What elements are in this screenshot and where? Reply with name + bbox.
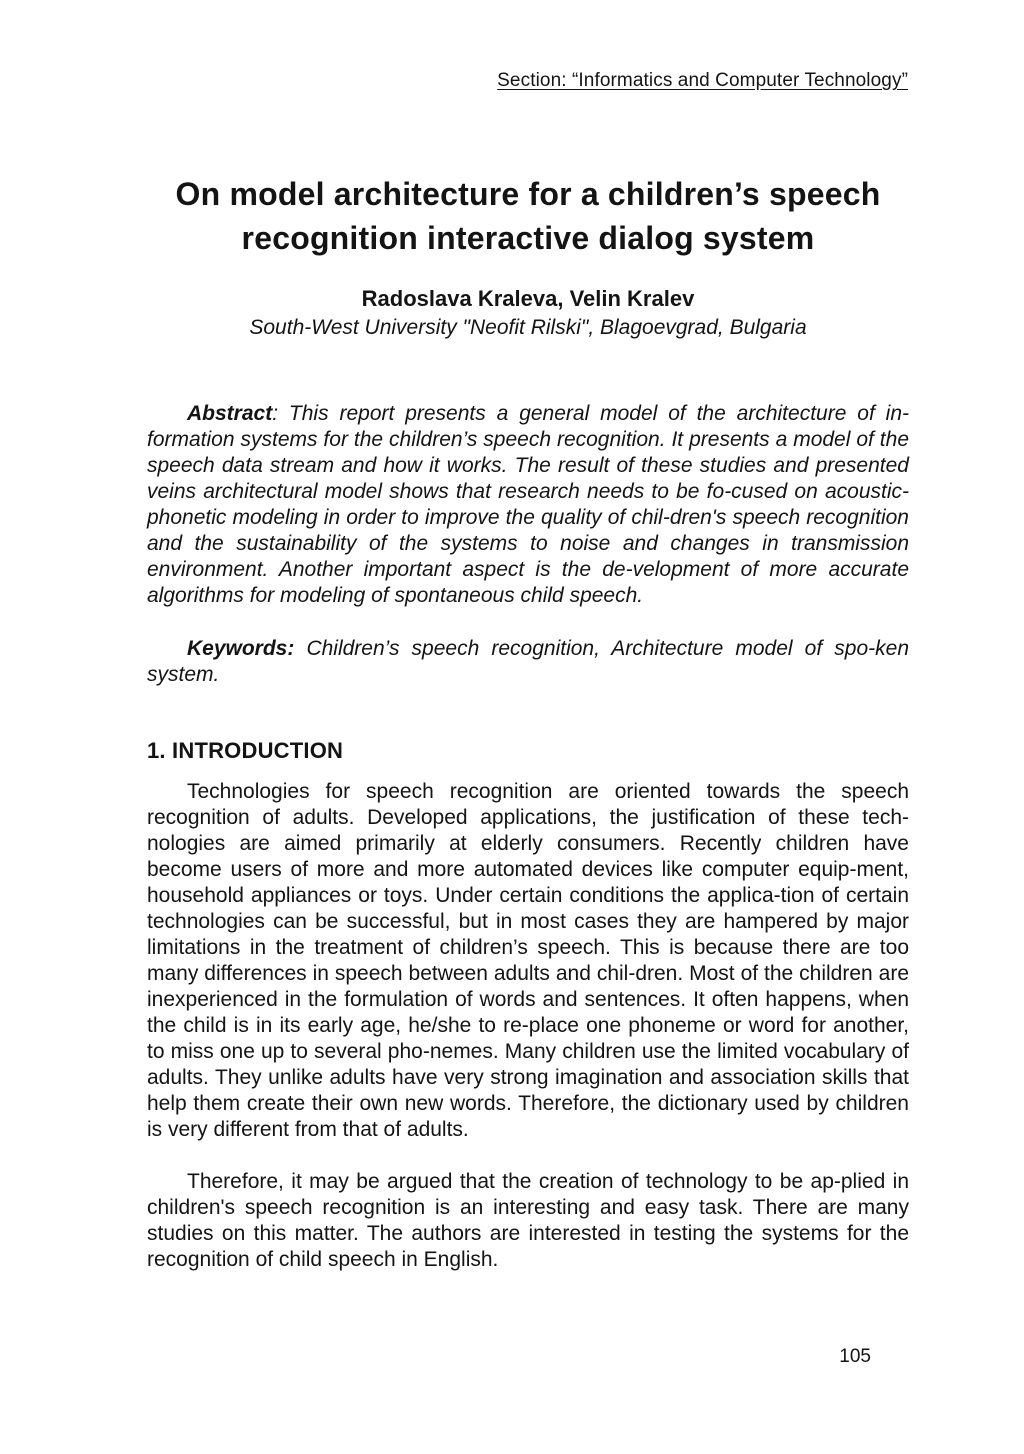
title-line-2: recognition interactive dialog system — [241, 220, 815, 256]
running-header: Section: “Informatics and Computer Technology” — [497, 70, 908, 91]
abstract-label: Abstract — [187, 402, 273, 425]
introduction-paragraph-1: Technologies for speech recognition are oriented towards the speech recognition of adults. Developed applications, the justification of these tech-nologies are aimed primarily at elderly consumers. Recently children have become users of more and more automated devices like computer equip-ment, household appliances or toys. Under certain conditions the applica-tion of certain technologies can be successful, but in most cases they are hampered by major limitations in the treatment of children’s speech. This is because there are too many differences in speech between adults and chil-dren. Most of the children are inexperienced in the formulation of words and sentences. It often happens, when the child is in its early age, he/she to re-place one phoneme or word for another, to miss one up to several pho-nemes. Many children use the limited vocabulary of adults. They unlike adults have very strong imagination and association skills that help them create their own new words. Therefore, the dictionary used by children is very different from that of adults. — [147, 780, 909, 1141]
affiliation: South-West University "Neofit Rilski", Blagoevgrad, Bulgaria — [249, 316, 807, 339]
keywords — [147, 636, 909, 688]
paper-title — [100, 172, 956, 260]
authors: Radoslava Kraleva, Velin Kralev — [361, 286, 695, 311]
title-line-1: On model architecture for a children’s speech — [175, 176, 881, 212]
section-heading-introduction: 1. INTRODUCTION — [147, 738, 344, 763]
abstract — [147, 401, 909, 609]
keywords-text: Children’s speech recognition, Architecture model of spo-ken system. — [147, 637, 909, 686]
introduction-paragraph-2: Therefore, it may be argued that the creation of technology to be ap-plied in children's speech recognition is an interesting and easy task. There are many studies on this matter. The authors are interested in testing the systems for the recognition of child speech in English. — [147, 1170, 909, 1271]
abstract-text: : This report presents a general model of the architecture of in-formation systems for the children’s speech recognition. It presents a model of the speech data stream and how it works. The result of these studies and presented veins architectural model shows that research needs to be fo-cused on acoustic-phonetic modeling in order to improve the quality of chil-dren's speech recognition and the sustainability of the systems to noise and changes in transmission environment. Another important aspect is the de-velopment of more accurate algorithms for modeling of spontaneous child speech. — [147, 402, 909, 607]
page-number: 105 — [839, 1346, 871, 1367]
keywords-label: Keywords: — [187, 637, 295, 660]
